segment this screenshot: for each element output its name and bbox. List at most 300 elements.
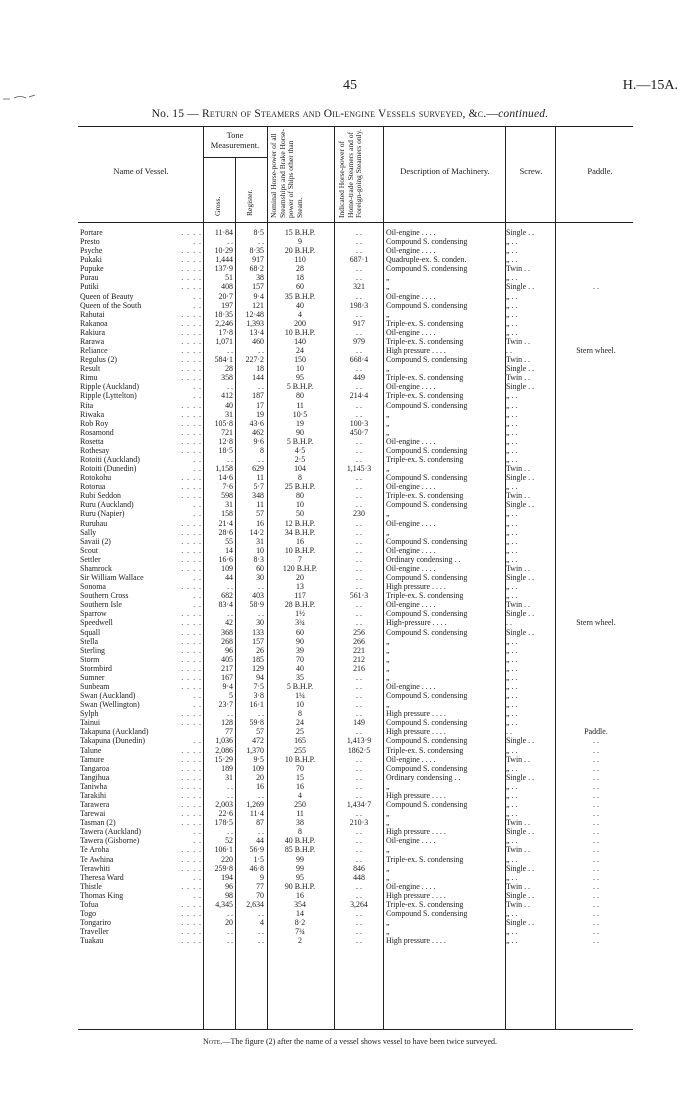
screw-type: Single . . [506,364,535,374]
leader-dots: . . . . [181,273,202,283]
nominal-horsepower: 25 B.H.P. [284,482,316,492]
screw-type: Twin . . [506,336,530,346]
indicated-horsepower: 1,434·7 [346,800,372,810]
gross-tonnage: 189 [221,763,233,773]
table-row [0,301,700,310]
table-row [0,464,700,473]
leader-dots: . . . . [181,654,202,664]
register-tonnage: 1,269 [246,800,264,810]
machinery-description: „ [386,872,390,882]
table-row [0,628,700,637]
machinery-description: Triple-ex. S. condensing [386,318,464,328]
leader-dots: . . . . [181,790,202,800]
vessel-name: Terawhiti [80,863,111,873]
vessel-name: Rotokohu [80,473,112,483]
table-row [0,773,700,782]
machinery-description: Ordinary condensing . . [386,554,461,564]
machinery-description: Oil-engine . . . . [386,382,436,392]
gross-tonnage: 22·6 [218,809,233,819]
machinery-description: Compound S. condensing [386,355,468,365]
screw-type: „ . . [506,527,518,537]
table-row [0,509,700,518]
register-tonnage: 629 [252,464,264,474]
nominal-horsepower: 7¾ [295,927,305,937]
leader-dots: . . . . [181,745,202,755]
register-tonnage: 227·2 [245,355,264,365]
machinery-description: Oil-engine . . . . [386,327,436,337]
register-tonnage: 16 [256,518,264,528]
nominal-horsepower: 4·5 [294,445,306,455]
leader-dots: . . [193,237,202,247]
leader-dots: . . . . [181,672,202,682]
vessel-name: Speedwell [80,618,113,628]
indicated-horsepower: . . [356,237,362,247]
register-tonnage: 157 [252,636,264,646]
paddle-type: . . [593,754,599,764]
table-row [0,528,700,537]
gross-tonnage: 14 [225,545,233,555]
indicated-horsepower: . . [356,854,362,864]
gross-tonnage: 9·4 [222,682,233,691]
machinery-description: Triple-ex. S. condensing [386,336,464,346]
nominal-horsepower: 38 [296,818,304,828]
nominal-horsepower: 34 B.H.P. [284,527,316,537]
vessel-name: Tangaroa [80,763,110,773]
machinery-description: Compound S. condensing [386,573,468,583]
indicated-horsepower: 1,413·9 [346,736,372,746]
indicated-horsepower: . . [356,790,362,800]
nominal-horsepower: 10 [296,700,304,710]
screw-type: „ . . [506,636,518,646]
table-row [0,228,700,237]
nominal-horsepower: 70 [296,654,304,664]
register-tonnage: 462 [252,427,264,437]
nominal-horsepower: 13 [296,582,304,592]
indicated-horsepower: 979 [353,336,365,346]
vessel-name: Te Awhina [80,854,114,864]
machinery-description: „ [386,654,390,664]
nominal-horsepower: 20 B.H.P. [284,246,316,256]
table-row [0,255,700,264]
screw-type: „ . . [506,391,518,401]
nominal-horsepower: 18 [296,273,304,283]
machinery-description: Compound S. condensing [386,400,468,410]
gross-tonnage: . . [227,827,233,837]
screw-type: Single . . [506,890,535,900]
nominal-horsepower: 39 [296,645,304,655]
leader-dots: . . . . [181,845,202,855]
screw-type: Twin . . [506,899,530,909]
machinery-description: Oil-engine . . . . [386,545,436,555]
screw-type: . . [506,727,512,737]
paddle-type: . . [593,736,599,746]
gross-tonnage: 23·7 [218,700,233,710]
nominal-horsepower: 90 [296,427,304,437]
col-head-machinery: Description of Machinery. [400,166,490,176]
vessel-name: Rotoiti (Auckland) [80,455,140,464]
table-row [0,328,700,337]
nominal-horsepower: 4 [298,309,302,319]
indicated-horsepower: 561·3 [349,591,369,601]
gross-tonnage: 96 [225,881,233,891]
vessel-name: Putiki [80,282,99,292]
paddle-type: Paddle. [584,727,608,737]
gross-tonnage: . . [227,455,233,464]
leader-dots: . . . . [181,663,202,673]
indicated-horsepower: . . [356,609,362,619]
indicated-horsepower: . . [356,573,362,583]
leader-dots: . . [193,300,202,310]
nominal-horsepower: 16 [296,536,304,546]
leader-dots: . . . . [181,709,202,719]
register-tonnage: 4 [260,918,264,928]
indicated-horsepower: . . [356,836,362,846]
register-tonnage: 20 [256,772,264,782]
table-row [0,809,700,818]
nominal-horsepower: 16 [296,781,304,791]
paddle-type: . . [593,872,599,882]
table-row [0,455,700,464]
gross-tonnage: 98 [225,890,233,900]
vessel-name: Ripple (Lyttelton) [80,391,137,401]
col-head-tone: Tone Measurement. [210,130,260,150]
leader-dots: . . . . [181,563,202,573]
gross-tonnage: 7·6 [222,482,233,492]
table-row [0,555,700,564]
table-row [0,282,700,291]
indicated-horsepower: . . [356,473,362,483]
table-row [0,900,700,909]
machinery-description: High pressure . . . . [386,827,446,837]
gross-tonnage: 106·1 [214,845,233,855]
vessel-name: Tofua [80,899,99,909]
leader-dots: . . [193,455,202,464]
machinery-description: Compound S. condensing [386,800,468,810]
indicated-horsepower: . . [356,754,362,764]
table-row [0,273,700,282]
screw-type: Single . . [506,500,535,510]
indicated-horsepower: . . [356,536,362,546]
register-tonnage: . . [258,909,264,918]
table-row [0,410,700,419]
indicated-horsepower: . . [356,491,362,501]
vessel-name: Tarawera [80,800,110,810]
machinery-description: Compound S. condensing [386,763,468,773]
nominal-horsepower: 4 [298,790,302,800]
register-tonnage: . . [258,382,264,392]
vessel-name: Te Aroha [80,845,110,855]
table-row [0,600,700,609]
screw-type: „ . . [506,809,518,819]
machinery-description: „ [386,700,390,710]
screw-type: Twin . . [506,818,530,828]
indicated-horsepower: . . [356,409,362,419]
gross-tonnage: 16·6 [218,554,233,564]
indicated-horsepower: . . [356,554,362,564]
paddle-type: . . [593,845,599,855]
machinery-description: „ [386,509,390,519]
vessel-name: Ruru (Napier) [80,509,125,519]
vessel-name: Psyche [80,246,103,256]
gross-tonnage: 721 [221,427,233,437]
vessel-name: Ruruhau [80,518,108,528]
indicated-horsepower: . . [356,918,362,928]
vessel-name: Sunbeam [80,682,110,691]
register-tonnage: 133 [252,627,264,637]
gross-tonnage: 17·8 [218,327,233,337]
screw-type: „ . . [506,409,518,419]
machinery-description: Oil-engine . . . . [386,246,436,256]
leader-dots: . . [193,509,202,519]
machinery-description: „ [386,309,390,319]
indicated-horsepower: . . [356,618,362,628]
vessel-name: Tawera (Gisborne) [80,836,140,846]
screw-type: „ . . [506,718,518,728]
nominal-horsepower: 10 [296,364,304,374]
vessel-name: Thistle [80,881,102,891]
screw-type: „ . . [506,872,518,882]
machinery-description: High pressure . . . . [386,790,446,800]
gross-tonnage: 2,003 [215,800,233,810]
leader-dots: . . . . [181,482,202,492]
gross-tonnage: 109 [221,563,233,573]
gross-tonnage: 584·1 [214,355,233,365]
vessel-name: Shamrock [80,563,112,573]
table-row [0,500,700,509]
indicated-horsepower: 100·3 [349,418,369,428]
machinery-description: Compound S. condensing [386,473,468,483]
gross-tonnage: 18·5 [218,445,233,455]
indicated-horsepower: . . [356,545,362,555]
machinery-description: Triple-ex. S. condensing [386,591,464,601]
register-tonnage: 11 [256,473,264,483]
col-head-indicated-hp: Indicated Horse-power of Home-trade Steamers and of Foreign-going Steamers only. [337,129,363,218]
leader-dots: . . [193,591,202,601]
screw-type: Twin . . [506,264,530,274]
vessel-name: Rob Roy [80,418,109,428]
machinery-description: „ [386,663,390,673]
screw-type: Single . . [506,228,535,237]
nominal-horsepower: 1½ [295,609,305,619]
paddle-type: . . [593,881,599,891]
table-row [0,346,700,355]
gross-tonnage: 18·35 [214,309,233,319]
gross-tonnage: 83·4 [218,600,233,610]
machinery-description: High pressure . . . . [386,346,446,356]
indicated-horsepower: . . [356,382,362,392]
paddle-type: . . [593,282,599,292]
vessel-name: Tangihua [80,772,110,782]
footnote [0,1037,700,1046]
table-row [0,246,700,255]
leader-dots: . . . . [181,863,202,873]
screw-type: Single . . [506,736,535,746]
table-row [0,791,700,800]
indicated-horsepower: . . [356,881,362,891]
indicated-horsepower: . . [356,273,362,283]
machinery-description: Compound S. condensing [386,691,468,701]
screw-type: Twin . . [506,600,530,610]
nominal-horsepower: 9 [298,237,302,247]
screw-type: „ . . [506,554,518,564]
nominal-horsepower: 40 [296,663,304,673]
table-row [0,546,700,555]
nominal-horsepower: 8 [298,709,302,719]
machinery-description: Oil-engine . . . . [386,518,436,528]
vessel-name: Rimu [80,373,98,383]
nominal-horsepower: 5 B.H.P. [286,436,314,446]
screw-type: „ . . [506,700,518,710]
register-tonnage: 12·48 [245,309,264,319]
table-row [0,582,700,591]
gross-tonnage: 10·29 [214,246,233,256]
leader-dots: . . . . [181,436,202,446]
paddle-type: . . [593,890,599,900]
nominal-horsepower: 12 B.H.P. [284,518,316,528]
table-row [0,609,700,618]
vessel-name: Thomas King [80,890,124,900]
nominal-horsepower: 24 [296,718,304,728]
nominal-horsepower: 35 B.H.P. [284,291,316,301]
table-row [0,836,700,845]
register-tonnage: 19 [256,409,264,419]
register-tonnage: . . [258,927,264,937]
paddle-type: . . [593,854,599,864]
nominal-horsepower: 1¼ [295,691,305,701]
leader-dots: . . . . [181,772,202,782]
table-row [0,864,700,873]
nominal-horsepower: 10 [296,500,304,510]
register-tonnage: 460 [252,336,264,346]
leader-dots: . . . . [181,800,202,810]
register-tonnage: 5·7 [253,482,264,492]
table-row [0,736,700,745]
gross-tonnage: 105·8 [214,418,233,428]
leader-dots: . . . . [181,763,202,773]
machinery-description: Compound S. condensing [386,264,468,274]
paddle-type: . . [593,781,599,791]
table-row [0,564,700,573]
leader-dots: . . [193,691,202,701]
table-row [0,519,700,528]
leader-dots: . . . . [181,418,202,428]
col-head-screw: Screw. [519,166,543,176]
screw-type: „ . . [506,237,518,247]
leader-dots: . . . . [181,545,202,555]
screw-type: „ . . [506,291,518,301]
screw-type: „ . . [506,545,518,555]
leader-dots: . . . . [181,936,202,946]
indicated-horsepower: 212 [353,654,365,664]
nominal-horsepower: 40 [296,300,304,310]
indicated-horsepower: . . [356,228,362,237]
leader-dots: . . [193,827,202,837]
indicated-horsepower: . . [356,582,362,592]
register-tonnage: 9·6 [253,436,264,446]
register-tonnage: 1,393 [246,318,264,328]
vessel-name: Queen of the South [80,300,142,310]
indicated-horsepower: 210·3 [349,818,369,828]
paddle-type: . . [593,800,599,810]
register-tonnage: 44 [256,836,264,846]
table-row [0,337,700,346]
screw-type: „ . . [506,509,518,519]
gross-tonnage: 128 [221,718,233,728]
machinery-description: Oil-engine . . . . [386,682,436,691]
vessel-name: Pukaki [80,255,102,265]
gross-tonnage: 408 [221,282,233,292]
indicated-horsepower: . . [356,264,362,274]
register-tonnage: . . [258,455,264,464]
table-row [0,537,700,546]
screw-type: „ . . [506,309,518,319]
leader-dots: . . . . [181,554,202,564]
register-tonnage: 11·4 [249,809,264,819]
machinery-description: Compound S. condensing [386,736,468,746]
indicated-horsepower: 256 [353,627,365,637]
indicated-horsepower: 1862·5 [347,745,371,755]
machinery-description: „ [386,418,390,428]
register-tonnage: 57 [256,727,264,737]
gross-tonnage: 96 [225,645,233,655]
vessel-name: Presto [80,237,100,247]
register-tonnage: . . [258,237,264,247]
leader-dots: . . . . [181,518,202,528]
register-tonnage: 348 [252,491,264,501]
leader-dots: . . [193,391,202,401]
leader-dots: . . . . [181,536,202,546]
gross-tonnage: 194 [221,872,233,882]
nominal-horsepower: 3¾ [295,618,305,628]
machinery-description: „ [386,918,390,928]
paddle-type: . . [593,936,599,946]
machinery-description: „ [386,527,390,537]
nominal-horsepower: 255 [294,745,306,755]
gross-tonnage: 2,086 [215,745,233,755]
table-row [0,855,700,864]
gross-tonnage: 682 [221,591,233,601]
vessel-name: Storm [80,654,100,664]
nominal-horsepower: 60 [296,282,304,292]
gross-tonnage: 51 [225,273,233,283]
machinery-description: Quadruple-ex. S. conden. [386,255,467,265]
gross-tonnage: . . [227,936,233,946]
table-row [0,591,700,600]
register-tonnage: 144 [252,373,264,383]
screw-type: Single . . [506,827,535,837]
vessel-name: Sterling [80,645,105,655]
nominal-horsepower: 15 B.H.P. [284,228,316,237]
leader-dots: . . . . [181,881,202,891]
vessel-name: Traveller [80,927,109,937]
register-tonnage: 56·9 [249,845,264,855]
leader-dots: . . . . [181,264,202,274]
vessel-name: Savaii (2) [80,536,111,546]
nominal-horsepower: 14 [296,909,304,918]
register-tonnage: 8·35 [249,246,264,256]
gross-tonnage: 137·9 [214,264,233,274]
indicated-horsepower: 149 [353,718,365,728]
table-row [0,491,700,500]
vessel-name: Swan (Auckland) [80,691,136,701]
gross-tonnage: . . [227,909,233,918]
screw-type: „ . . [506,709,518,719]
indicated-horsepower: . . [356,772,362,782]
machinery-description: Compound S. condensing [386,718,468,728]
nominal-horsepower: 90 [296,636,304,646]
screw-type: „ . . [506,436,518,446]
leader-dots: . . . . [181,400,202,410]
